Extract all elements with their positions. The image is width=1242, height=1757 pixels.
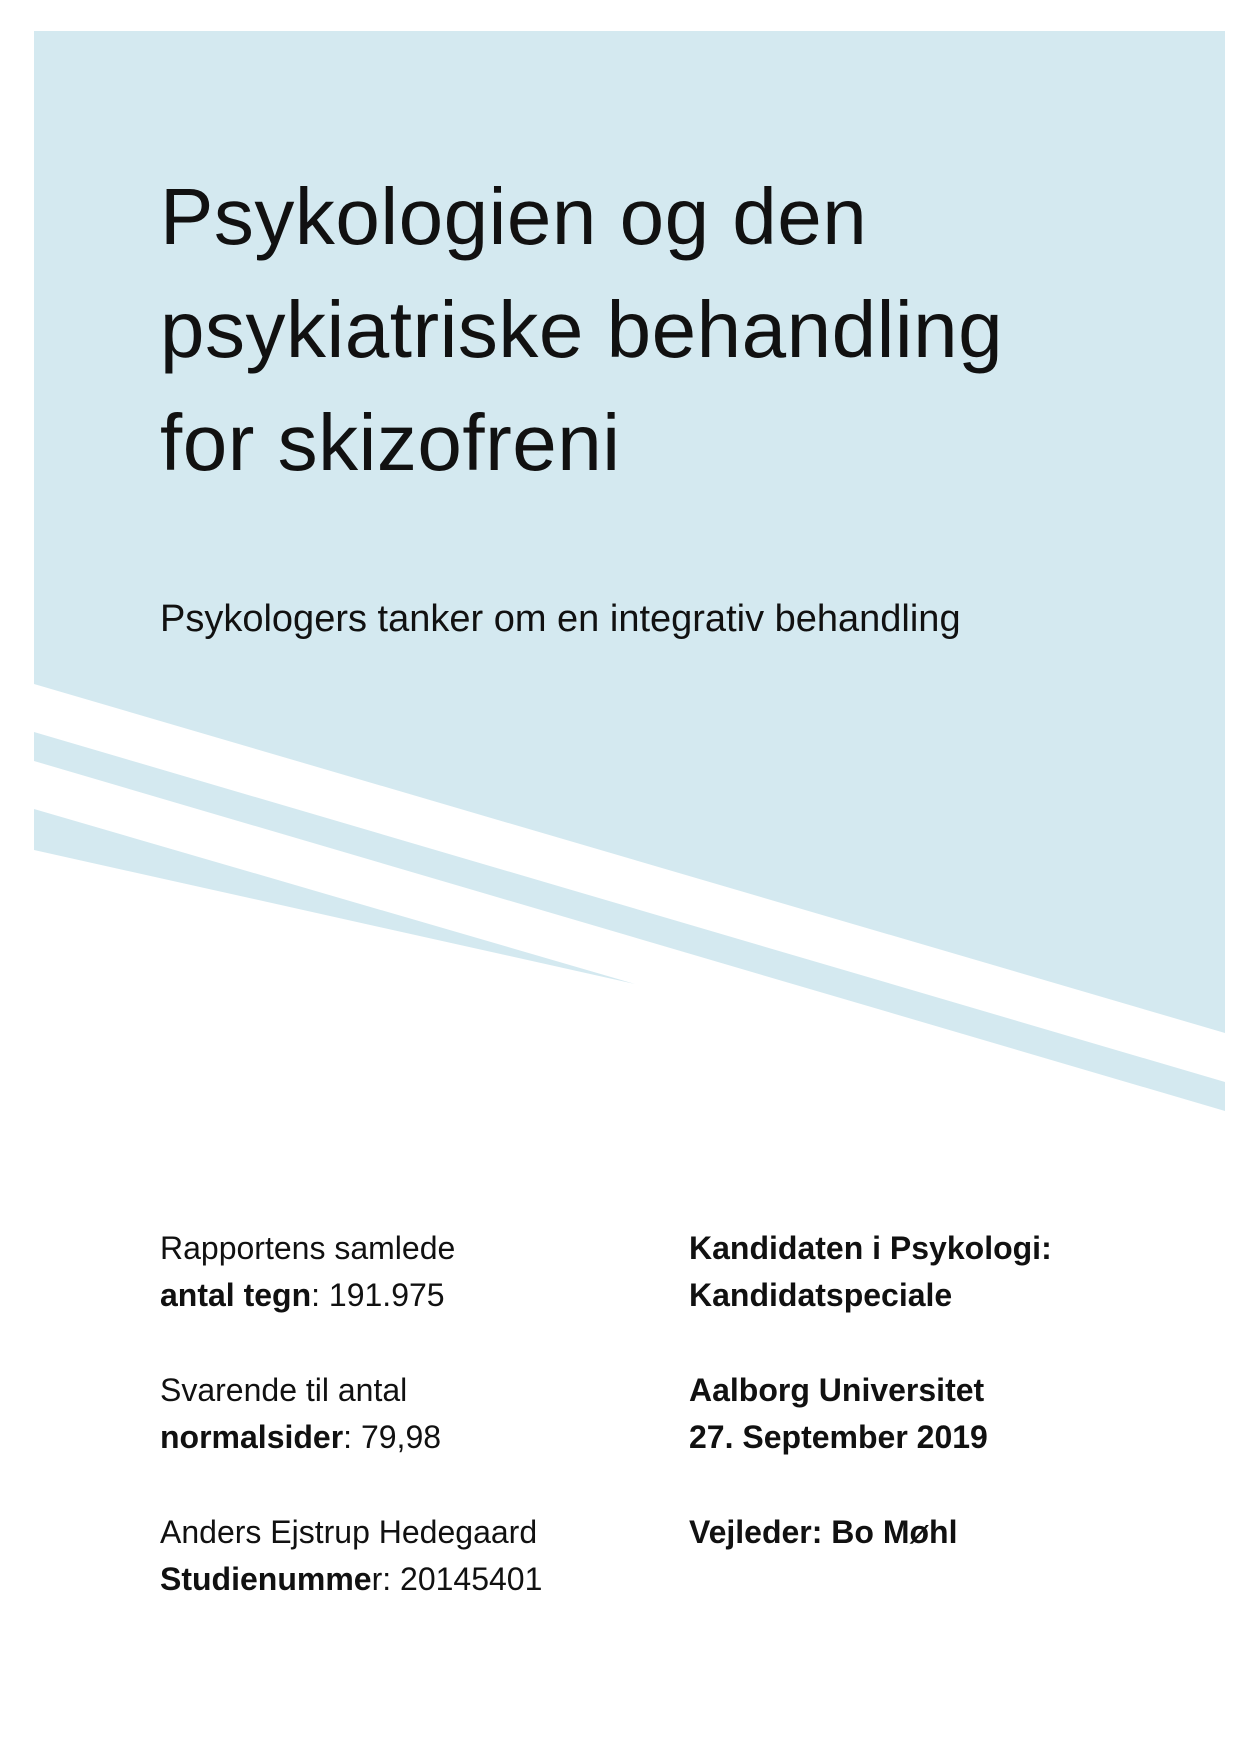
title-line-2: psykiatriske behandling <box>160 285 1004 374</box>
author-block <box>160 1509 542 1603</box>
pages-label: Svarende til antal <box>160 1372 408 1408</box>
university: Aalborg Universitet <box>689 1372 985 1408</box>
character-count <box>160 1225 455 1319</box>
date: 27. September 2019 <box>689 1419 988 1455</box>
subtitle: Psykologers tanker om en integrativ behandling <box>160 598 961 640</box>
title-line-3: for skizofreni <box>160 398 621 487</box>
chars-label-bold: antal tegn <box>160 1277 312 1313</box>
chars-value: : 191.975 <box>311 1277 445 1313</box>
pages-label-bold: normalsider <box>160 1419 344 1455</box>
program: Kandidaten i Psykologi: <box>689 1230 1052 1266</box>
page-count <box>160 1367 441 1461</box>
page-title <box>160 160 1003 499</box>
supervisor: Vejleder: Bo Møhl <box>689 1514 958 1550</box>
pages-value: : 79,98 <box>343 1419 442 1455</box>
thesis-type: Kandidatspeciale <box>689 1277 953 1313</box>
title-line-1: Psykologien og den <box>160 172 868 261</box>
student-number-value: r: 20145401 <box>371 1561 543 1597</box>
university-block <box>689 1367 988 1461</box>
chars-label: Rapportens samlede <box>160 1230 456 1266</box>
student-number-label: Studienumme <box>160 1561 372 1597</box>
program-block <box>689 1225 1052 1319</box>
author-name: Anders Ejstrup Hedegaard <box>160 1514 538 1550</box>
